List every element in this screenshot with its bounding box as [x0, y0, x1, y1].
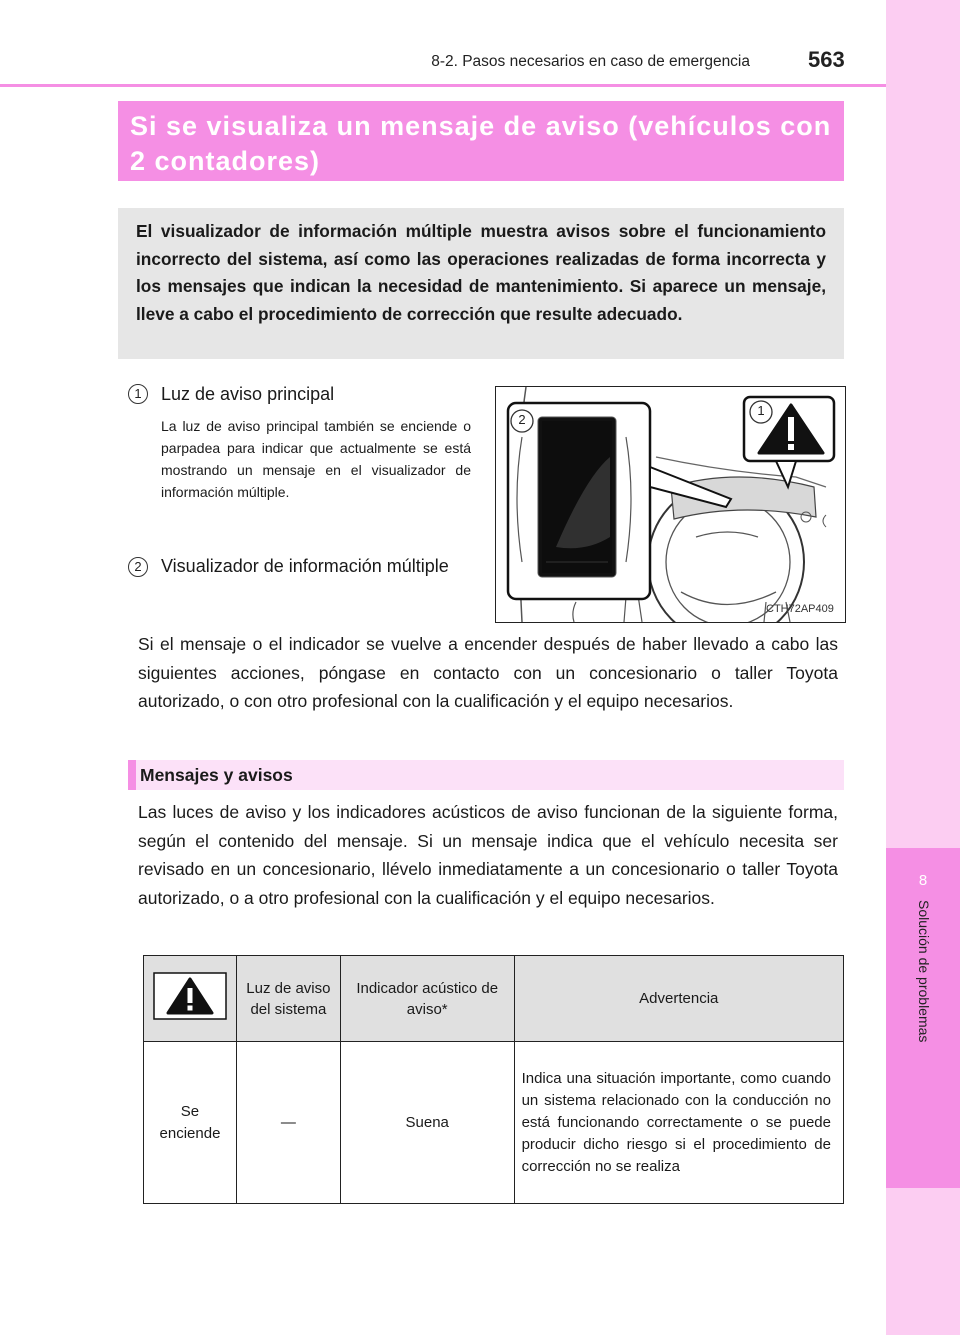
intro-text: El visualizador de información múltiple muestra avisos sobre el funcionamiento incorrecto del sistema, así como las operaciones realizadas de forma incorrecta y los mensajes que indican la necesidad de mantenimiento. Si aparece un mensaje, lleve a cabo el procedimiento de corrección que resulte adecuado. [136, 221, 826, 324]
figure-code: CTH72AP409 [766, 603, 834, 615]
subheading-box [128, 760, 844, 790]
header-buzzer: Indicador acústico de aviso* [340, 956, 514, 1042]
callout-1-title: Luz de aviso principal [161, 384, 335, 404]
header-warning: Advertencia [514, 956, 843, 1042]
chapter-title [910, 900, 940, 1180]
paragraph-contact-dealer: Si el mensaje o el indicador se vuelve a encender después de haber llevado a cabo las siguientes acciones, póngase en contacto con un concesionario o taller Toyota autorizado, o con otro profesional con la cualificación y el equipo necesarios. [138, 634, 838, 711]
warning-icon-cell [144, 956, 237, 1042]
table-row [144, 1042, 844, 1204]
table-header-row [144, 956, 844, 1042]
cell-warning: Indica una situación importante, como cuando un sistema relacionado con la conducción no está funcionando correctamente o se puede producir dicho riesgo si el procedimiento de corrección no se realiza [514, 1042, 843, 1204]
cell-buzzer: Suena [340, 1042, 514, 1204]
callout-2-badge: 2 [128, 557, 148, 577]
header-system-light: Luz de aviso del sistema [236, 956, 340, 1042]
figure-label-1: 1 [757, 403, 765, 418]
dashboard-illustration-svg [496, 387, 845, 622]
section-header: 8-2. Pasos necesarios en caso de emergencia [431, 53, 750, 70]
paragraph-messages: Las luces de aviso y los indicadores acústicos de aviso funcionan de la siguiente forma, según el contenido del mensaje. Si un mensaje indica que el vehículo necesita ser revisado en un concesionario, llévelo inmediatamente a un concesionario o taller Toyota autorizado, o a otro profesional con la cualificación y el equipo necesarios. [138, 802, 838, 908]
section-title: Si se visualiza un mensaje de aviso (vehículos con 2 contadores) [130, 111, 832, 176]
header-divider [0, 84, 886, 87]
cell-status: Se enciende [144, 1042, 237, 1204]
dashboard-illustration [495, 386, 846, 623]
chapter-number: 8 [918, 872, 928, 889]
callout-1-desc: La luz de aviso principal también se enciende o parpadea para indicar que actualmente se está mostrando un mensaje en el visualizador de información múltiple. [161, 418, 471, 500]
warning-table [143, 955, 844, 1204]
callout-2-title: Visualizador de información múltiple [161, 556, 449, 576]
intro-box [118, 208, 844, 359]
cell-system-light: — [236, 1042, 340, 1204]
figure-label-2: 2 [518, 412, 526, 427]
subheading-accent-bar [128, 760, 136, 790]
section-title-box [118, 101, 844, 181]
page-number: 563 [808, 47, 845, 72]
master-warning-icon [152, 971, 228, 1021]
callout-1-badge: 1 [128, 384, 148, 404]
subheading-text: Mensajes y avisos [140, 765, 293, 785]
chapter-title-text: Solución de problemas [916, 900, 932, 1043]
